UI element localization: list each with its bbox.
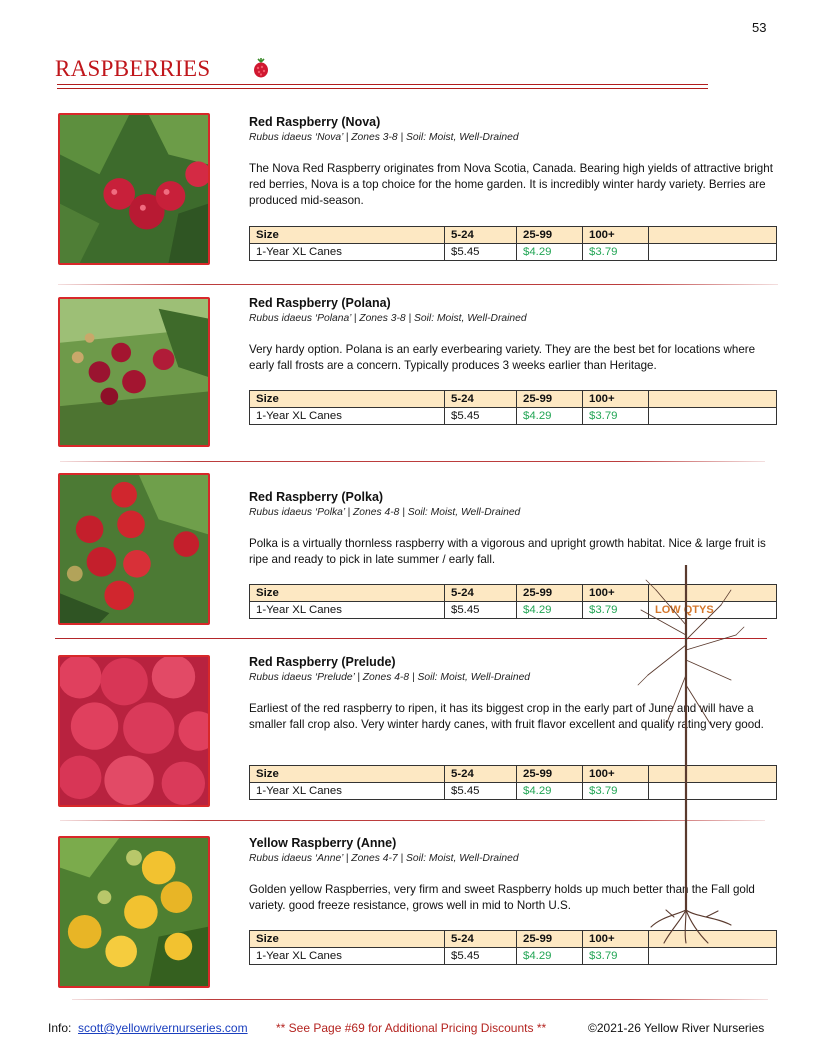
size-cell: 1-Year XL Canes — [250, 408, 445, 425]
header-tier2: 25-99 — [517, 585, 583, 602]
header-tier2: 25-99 — [517, 391, 583, 408]
header-tier3: 100+ — [583, 391, 649, 408]
price-tier2: $4.29 — [517, 244, 583, 261]
table-row — [250, 948, 777, 965]
price-tier3: $3.79 — [583, 244, 649, 261]
header-tier1: 5-24 — [445, 766, 517, 783]
stock-note — [649, 948, 777, 965]
botanical-name: Rubus idaeus ‘Prelude’ | Zones 4-8 | Soil: Moist, Well-Drained — [249, 672, 531, 683]
product-description: Golden yellow Raspberries, very firm and sweet Raspberry holds up much better than the Fall gold variety. good freeze resistance, grows well in mid to North U.S. — [249, 883, 755, 912]
botanical-name: Rubus idaeus ‘Nova’ | Zones 3-8 | Soil: Moist, Well-Drained — [249, 132, 519, 143]
title-rule — [57, 84, 708, 85]
product-photo-prelude — [58, 655, 210, 807]
price-table — [249, 390, 777, 425]
botanical-name: Rubus idaeus ‘Polka’ | Zones 4-8 | Soil: Moist, Well-Drained — [249, 507, 521, 518]
price-tier3: $3.79 — [583, 408, 649, 425]
stock-note — [649, 244, 777, 261]
price-table-header — [250, 391, 777, 408]
price-tier2: $4.29 — [517, 948, 583, 965]
product-description: Very hardy option. Polana is an early everbearing variety. They are the best bet for locations where early fall frosts are a concern. Typically produces 3 weeks earlier than Heritage. — [249, 343, 756, 372]
product-name: Red Raspberry (Prelude) — [249, 655, 396, 669]
size-cell: 1-Year XL Canes — [250, 244, 445, 261]
product-name: Red Raspberry (Polana) — [249, 296, 391, 310]
product-description: Earliest of the red raspberry to ripen, it has its biggest crop in the early part of June and will have a smaller fall crop also. Very winter hardy canes, with fruit flavor excellent and quality rating very good. — [249, 702, 764, 731]
header-tier2: 25-99 — [517, 931, 583, 948]
title-rule — [57, 88, 708, 89]
stock-note — [649, 408, 777, 425]
header-tier2: 25-99 — [517, 766, 583, 783]
header-tier2: 25-99 — [517, 227, 583, 244]
product-name: Red Raspberry (Polka) — [249, 490, 384, 504]
table-row — [250, 244, 777, 261]
section-divider — [72, 999, 768, 1000]
bare-root-cane-illustration — [636, 565, 746, 945]
header-size: Size — [250, 227, 445, 244]
price-table-header — [250, 227, 777, 244]
product-name: Red Raspberry (Nova) — [249, 115, 381, 129]
price-tier1: $5.45 — [445, 948, 517, 965]
product-photo-polka — [58, 473, 210, 625]
copyright: ©2021-26 Yellow River Nurseries — [588, 1021, 765, 1035]
price-tier2: $4.29 — [517, 783, 583, 800]
price-tier3: $3.79 — [583, 948, 649, 965]
product-description: The Nova Red Raspberry originates from Nova Scotia, Canada. Bearing high yields of attractive bright red berries, Nova is a top choice for the home garden. It is incredibly winter hardy variety. Berries are produced mid-season. — [249, 162, 773, 207]
header-size: Size — [250, 585, 445, 602]
page-title: RASPBERRIES — [55, 56, 211, 81]
header-size: Size — [250, 391, 445, 408]
header-tier1: 5-24 — [445, 391, 517, 408]
product-photo-nova — [58, 113, 210, 265]
product-photo-polana — [58, 297, 210, 447]
header-tier1: 5-24 — [445, 227, 517, 244]
table-row — [250, 408, 777, 425]
size-cell: 1-Year XL Canes — [250, 602, 445, 619]
size-cell: 1-Year XL Canes — [250, 783, 445, 800]
section-divider — [58, 284, 778, 285]
header-tier3: 100+ — [583, 766, 649, 783]
price-tier3: $3.79 — [583, 783, 649, 800]
price-tier1: $5.45 — [445, 602, 517, 619]
price-tier1: $5.45 — [445, 783, 517, 800]
price-tier1: $5.45 — [445, 408, 517, 425]
header-tier3: 100+ — [583, 227, 649, 244]
header-note — [649, 227, 777, 244]
page-number: 53 — [752, 20, 767, 35]
section-divider — [60, 461, 765, 462]
product-description: Polka is a virtually thornless raspberry with a vigorous and upright growth habitat. Nice & large fruit is ripe and ready to pick in late summer / early fall. — [249, 537, 766, 566]
header-tier1: 5-24 — [445, 931, 517, 948]
botanical-name: Rubus idaeus ‘Polana’ | Zones 3-8 | Soil: Moist, Well-Drained — [249, 313, 527, 324]
size-cell: 1-Year XL Canes — [250, 948, 445, 965]
header-tier3: 100+ — [583, 585, 649, 602]
botanical-name: Rubus idaeus ‘Anne’ | Zones 4-7 | Soil: Moist, Well-Drained — [249, 853, 519, 864]
price-tier2: $4.29 — [517, 602, 583, 619]
price-table — [249, 226, 777, 261]
header-tier1: 5-24 — [445, 585, 517, 602]
price-tier2: $4.29 — [517, 408, 583, 425]
footer-info — [48, 1021, 248, 1035]
header-note — [649, 391, 777, 408]
price-tier3: $3.79 — [583, 602, 649, 619]
header-size: Size — [250, 931, 445, 948]
info-label: Info: — [48, 1021, 72, 1035]
product-name: Yellow Raspberry (Anne) — [249, 836, 397, 850]
stock-note: LOW QTYS — [649, 602, 777, 619]
header-tier3: 100+ — [583, 931, 649, 948]
raspberry-icon — [252, 58, 270, 78]
price-tier1: $5.45 — [445, 244, 517, 261]
pricing-discount-note: ** See Page #69 for Additional Pricing Discounts ** — [276, 1021, 547, 1035]
product-photo-anne — [58, 836, 210, 988]
header-size: Size — [250, 766, 445, 783]
email-link[interactable]: scott@yellowrivernurseries.com — [78, 1021, 248, 1035]
